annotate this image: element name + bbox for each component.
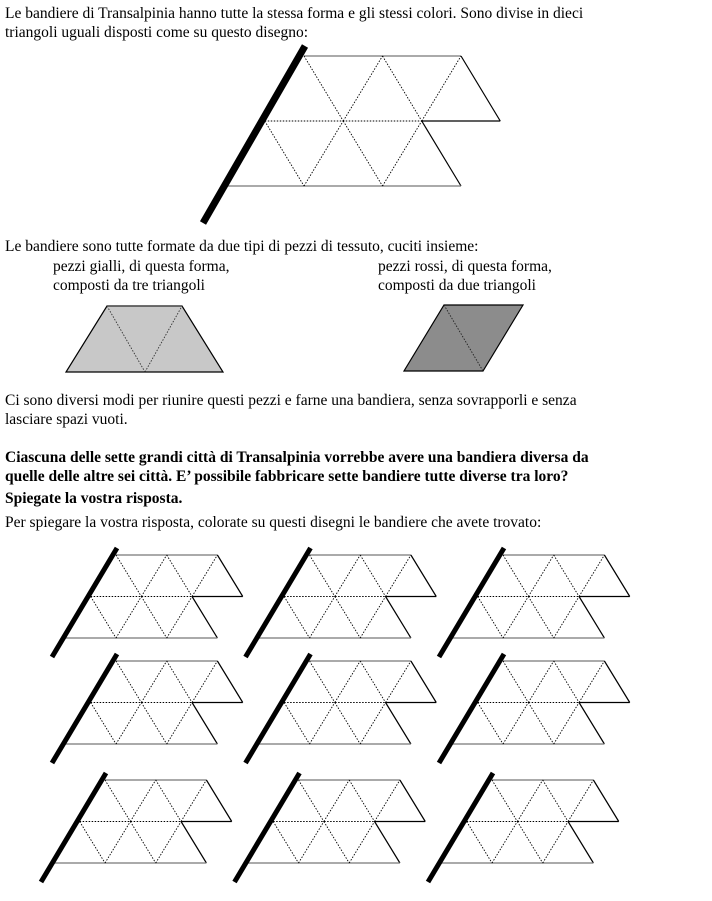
flag-seam <box>284 597 309 639</box>
flag-seam <box>141 555 166 597</box>
question-line-2: quelle delle altre sei città. E’ possibile fabbricare sette bandiere tutte diverse tra loro? <box>5 468 569 485</box>
intro-line-2: triangoli uguali disposti come su questo disegno: <box>5 24 309 41</box>
flag-pole <box>246 548 311 657</box>
flag-seam <box>265 121 304 186</box>
flag-seam <box>579 555 604 597</box>
flag-right-lower-edge <box>422 121 461 186</box>
flag-seam <box>543 822 568 864</box>
flag-seam <box>554 597 579 639</box>
flag-seam <box>375 780 400 822</box>
flag-seam <box>503 703 528 745</box>
flag-seam <box>167 597 192 639</box>
flag-right-upper-edge <box>400 780 425 822</box>
flag-seam <box>492 780 517 822</box>
flag-right-lower-edge <box>579 703 604 745</box>
flag-right-upper-edge <box>461 56 500 121</box>
flag-seam <box>492 822 517 864</box>
flag-right-lower-edge <box>181 822 206 864</box>
flag-seam <box>304 121 343 186</box>
blank-flag <box>428 773 619 882</box>
flag-pole <box>203 46 305 223</box>
flag-seam <box>360 555 385 597</box>
flag-seam <box>528 661 553 703</box>
flag-seam <box>360 703 385 745</box>
flag-seam <box>503 597 528 639</box>
flag-seam <box>141 703 166 745</box>
flag-seam <box>130 780 155 822</box>
flag-seam <box>324 780 349 822</box>
red-piece-line-1: pezzi rossi, di questa forma, <box>378 258 552 275</box>
flag-right-lower-edge <box>386 703 411 745</box>
flag-right-upper-edge <box>593 780 618 822</box>
flag-pole <box>235 773 300 882</box>
flag-seam <box>349 780 374 822</box>
flag-seam <box>310 703 335 745</box>
flag-seam <box>503 661 528 703</box>
flag-seam <box>156 822 181 864</box>
yellow-piece-line-1: pezzi gialli, di questa forma, <box>53 258 230 275</box>
ways-line-1: Ci sono diversi modi per riunire questi pezzi e farne una bandiera, senza sovrapporli e senza <box>5 392 577 409</box>
flag-seam <box>192 555 217 597</box>
blank-flag <box>246 654 437 763</box>
flag-seam <box>80 822 105 864</box>
flag-seam <box>528 555 553 597</box>
flag-seam <box>360 661 385 703</box>
yellow-piece-line-2: composti da tre triangoli <box>53 277 205 294</box>
flag-seam <box>543 780 568 822</box>
flag-seam <box>568 780 593 822</box>
flag-seam <box>284 703 309 745</box>
flag-right-lower-edge <box>192 703 217 745</box>
blank-flag <box>439 654 630 763</box>
flag-seam <box>554 555 579 597</box>
flag-pole <box>246 654 311 763</box>
flag-right-lower-edge <box>386 597 411 639</box>
flag-seam <box>130 822 155 864</box>
flag-seam <box>181 780 206 822</box>
flag-right-lower-edge <box>192 597 217 639</box>
flag-pole <box>41 773 106 882</box>
flag-seam <box>528 703 553 745</box>
flag-seam <box>478 597 503 639</box>
flag-right-upper-edge <box>604 555 629 597</box>
flag-seam <box>310 597 335 639</box>
flag-right-lower-edge <box>579 597 604 639</box>
flag-seam <box>167 661 192 703</box>
blank-flag <box>41 773 232 882</box>
flag-seam <box>141 597 166 639</box>
flag-seam <box>335 597 360 639</box>
flag-seam <box>310 555 335 597</box>
flag-seam <box>335 661 360 703</box>
flag-seam <box>91 703 116 745</box>
flag-seam <box>517 780 542 822</box>
flag-pole <box>428 773 493 882</box>
pieces-intro: Le bandiere sono tutte formate da due tipi di pezzi di tessuto, cuciti insieme: <box>5 238 479 255</box>
blank-flags-grid <box>41 548 630 882</box>
flag-right-lower-edge <box>568 822 593 864</box>
flag-seam <box>343 121 382 186</box>
flag-seam <box>192 661 217 703</box>
question-line-1: Ciascuna delle sette grandi città di Transalpinia vorrebbe avere una bandiera diversa da <box>5 449 589 466</box>
red-piece-line-2: composti da due triangoli <box>378 277 536 294</box>
flag-seam <box>116 661 141 703</box>
flag-seam <box>141 661 166 703</box>
flag-pole <box>439 654 504 763</box>
flag-seam <box>156 780 181 822</box>
flag-seam <box>167 555 192 597</box>
flag-right-upper-edge <box>206 780 231 822</box>
flag-right-upper-edge <box>411 661 436 703</box>
red-piece-shape <box>404 305 523 371</box>
flag-seam <box>273 822 298 864</box>
flag-seam <box>422 56 461 121</box>
flag-seam <box>383 56 422 121</box>
flag-pole <box>439 548 504 657</box>
blank-flag <box>235 773 426 882</box>
flag-right-lower-edge <box>375 822 400 864</box>
flag-right-upper-edge <box>217 661 242 703</box>
flag-seam <box>304 56 343 121</box>
flag-seam <box>528 597 553 639</box>
flag-seam <box>91 597 116 639</box>
pieces-drawing <box>66 305 523 372</box>
flag-seam <box>167 703 192 745</box>
ways-line-2: lasciare spazi vuoti. <box>5 411 128 428</box>
flag-right-upper-edge <box>217 555 242 597</box>
yellow-piece-shape <box>66 306 223 372</box>
flag-pole <box>52 654 117 763</box>
flag-seam <box>503 555 528 597</box>
flag-right-upper-edge <box>411 555 436 597</box>
instruction-text: Per spiegare la vostra risposta, colorate su questi disegni le bandiere che avete trovato: <box>5 514 542 531</box>
flag-seam <box>335 703 360 745</box>
flag-seam <box>386 555 411 597</box>
flag-seam <box>324 822 349 864</box>
flag-seam <box>478 703 503 745</box>
flag-seam <box>299 822 324 864</box>
flag-seam <box>335 555 360 597</box>
flag-seam <box>554 703 579 745</box>
flag-seam <box>467 822 492 864</box>
blank-flag <box>52 654 243 763</box>
flag-seam <box>349 822 374 864</box>
flag-seam <box>310 661 335 703</box>
blank-flag <box>246 548 437 657</box>
flag-seam <box>517 822 542 864</box>
flag-seam <box>299 780 324 822</box>
blank-flag <box>439 548 630 657</box>
flag-seam <box>116 555 141 597</box>
flag-seam <box>360 597 385 639</box>
flag-seam <box>116 597 141 639</box>
flag-seam <box>383 121 422 186</box>
flag-seam <box>579 661 604 703</box>
flag-seam <box>386 661 411 703</box>
flag-seam <box>105 780 130 822</box>
flag-pole <box>52 548 117 657</box>
intro-line-1: Le bandiere di Transalpinia hanno tutte la stessa forma e gli stessi colori. Sono divise in dieci <box>5 5 584 22</box>
flag-seam <box>105 822 130 864</box>
flag-seam <box>116 703 141 745</box>
blank-flag <box>52 548 243 657</box>
question-line-3: Spiegate la vostra risposta. <box>5 490 183 507</box>
flag-right-upper-edge <box>604 661 629 703</box>
flag-seam <box>554 661 579 703</box>
flag-seam <box>343 56 382 121</box>
example-flag-drawing <box>203 46 500 223</box>
